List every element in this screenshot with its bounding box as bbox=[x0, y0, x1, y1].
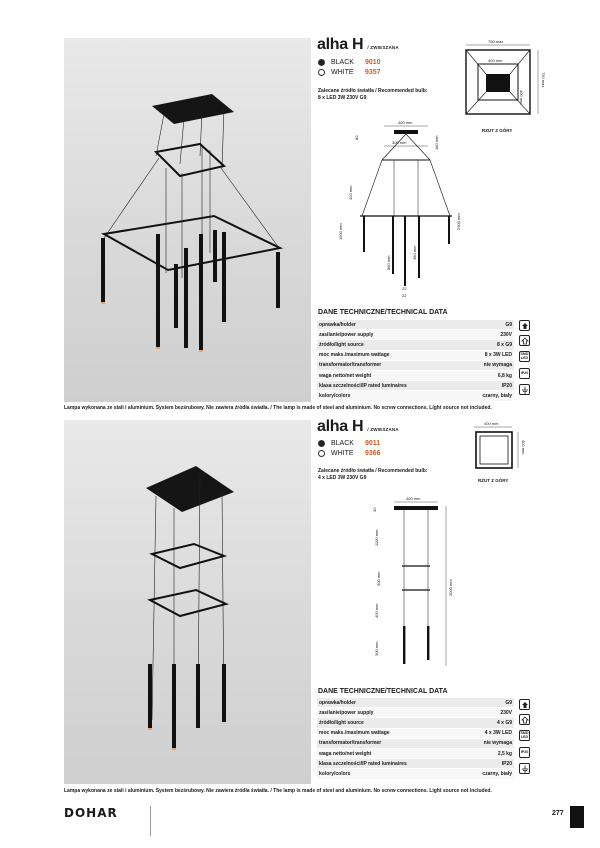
footer-divider bbox=[150, 806, 151, 836]
color-row-white-2: WHITE 9366 bbox=[318, 448, 381, 458]
table-row: waga netto/net weight 2,5 kg bbox=[317, 749, 514, 759]
table-row: moc maks./maximum wattage 4 x 3W LED bbox=[317, 729, 514, 739]
top-view-drawing-2 bbox=[468, 422, 528, 487]
svg-text:400 mm: 400 mm bbox=[488, 58, 503, 63]
black-swatch-icon bbox=[318, 440, 325, 447]
table-row: waga netto/net weight 6,8 kg bbox=[317, 371, 514, 381]
svg-text:300 mm: 300 mm bbox=[376, 571, 381, 586]
table-row: transformator/transformer nie wymaga bbox=[317, 739, 514, 749]
svg-text:180 mm: 180 mm bbox=[434, 135, 439, 150]
svg-text:22: 22 bbox=[402, 286, 407, 291]
svg-text:3000 mm: 3000 mm bbox=[448, 579, 453, 596]
led-icon: SMD LED bbox=[519, 351, 530, 362]
product-title-1: alha H / ZWIESZANA bbox=[317, 36, 399, 53]
table-row: moc maks./maximum wattage 8 x 3W LED bbox=[317, 351, 514, 361]
product-photo-2 bbox=[64, 420, 311, 784]
svg-text:750 max: 750 max bbox=[488, 40, 504, 44]
table-row: kolory/colors czarny, biały bbox=[317, 391, 514, 401]
svg-text:400 mm: 400 mm bbox=[484, 422, 499, 426]
svg-text:2300 mm: 2300 mm bbox=[456, 213, 461, 230]
svg-text:RZUT Z GÓRY: RZUT Z GÓRY bbox=[482, 128, 513, 133]
svg-text:400 mm: 400 mm bbox=[398, 120, 413, 125]
svg-text:30: 30 bbox=[372, 507, 377, 512]
svg-text:22: 22 bbox=[402, 293, 407, 298]
mount-icon bbox=[519, 320, 530, 331]
specs-title-2: DANE TECHNICZNE/TECHNICAL DATA bbox=[318, 688, 448, 695]
color-list-2 bbox=[318, 438, 381, 458]
top-view-drawing-1 bbox=[458, 40, 553, 140]
table-row: klasa szczelności/IP rated luminaires IP20 bbox=[317, 381, 514, 391]
product-subtitle-2: / ZWIESZANA bbox=[367, 427, 399, 432]
page-number: 277 bbox=[552, 810, 564, 817]
specs-title-1: DANE TECHNICZNE/TECHNICAL DATA bbox=[318, 309, 448, 316]
ground-icon bbox=[519, 763, 530, 774]
svg-text:400 mm: 400 mm bbox=[374, 603, 379, 618]
led-icon: SMD LED bbox=[519, 730, 530, 741]
black-swatch-icon bbox=[318, 59, 325, 66]
caption-1: Lampa wykonana ze stali i aluminium. System bezśrubowy. Nie zawiera źródła światła. / The lamp is made of steel and aluminium. No screw connections. Light source not included. bbox=[64, 405, 492, 411]
product-title-2: alha H / ZWIESZANA bbox=[317, 418, 399, 435]
page-tab bbox=[570, 806, 584, 828]
table-row: klasa szczelności/IP rated luminaires IP20 bbox=[317, 759, 514, 769]
side-drawing-1 bbox=[332, 120, 472, 300]
table-row: zasilanie/power supply 230V bbox=[317, 708, 514, 718]
color-row-white-1: WHITE 9357 bbox=[318, 67, 381, 77]
svg-text:880 mm: 880 mm bbox=[386, 255, 391, 270]
svg-text:1500 mm: 1500 mm bbox=[338, 223, 343, 240]
svg-text:400 mm: 400 mm bbox=[406, 496, 421, 501]
ip20-icon: IP20 bbox=[519, 368, 530, 379]
svg-text:380 mm: 380 mm bbox=[412, 245, 417, 260]
table-row: źródło/light source 8 x G9 bbox=[317, 340, 514, 350]
svg-text:750 max: 750 max bbox=[541, 72, 546, 88]
table-row: źródło/light source 4 x G9 bbox=[317, 718, 514, 728]
table-row: zasilanie/power supply 230V bbox=[317, 330, 514, 340]
side-drawing-2 bbox=[368, 496, 468, 676]
mount-icon bbox=[519, 699, 530, 710]
svg-text:300 mm: 300 mm bbox=[374, 641, 379, 656]
wire-icon bbox=[519, 714, 530, 725]
svg-text:400 mm: 400 mm bbox=[521, 440, 526, 455]
bulb-info-1: Zalecane źródło światła / Recommended bulb: 8 x LED 3W 230V G9 bbox=[318, 88, 428, 101]
color-list-1 bbox=[318, 57, 381, 77]
color-row-black-2: BLACK 9011 bbox=[318, 438, 381, 448]
bulb-info-2: Zalecane źródło światła / Recommended bulb: 4 x LED 3W 230V G9 bbox=[318, 468, 428, 481]
wire-icon bbox=[519, 335, 530, 346]
ip20-icon: IP20 bbox=[519, 747, 530, 758]
table-row: transformator/transformer nie wymaga bbox=[317, 361, 514, 371]
white-swatch-icon bbox=[318, 69, 325, 76]
table-row: kolory/colors czarny, biały bbox=[317, 769, 514, 779]
svg-text:1100 mm: 1100 mm bbox=[374, 529, 379, 546]
brand-logo: DOHAR bbox=[64, 806, 118, 820]
svg-text:RZUT Z GÓRY: RZUT Z GÓRY bbox=[478, 478, 509, 483]
product-photo-1 bbox=[64, 38, 311, 402]
svg-text:420 mm: 420 mm bbox=[348, 185, 353, 200]
svg-text:80: 80 bbox=[354, 135, 359, 140]
product-subtitle-1: / ZWIESZANA bbox=[367, 45, 399, 50]
spec-table-2 bbox=[317, 698, 514, 780]
spec-table-1 bbox=[317, 320, 514, 402]
white-swatch-icon bbox=[318, 450, 325, 457]
table-row: oprawka/holder G9 bbox=[317, 698, 514, 708]
svg-text:300 mm: 300 mm bbox=[392, 140, 407, 145]
svg-text:400 mm: 400 mm bbox=[519, 90, 524, 105]
color-row-black-1: BLACK 9010 bbox=[318, 57, 381, 67]
caption-2: Lampa wykonana ze stali i aluminium. System bezśrubowy. Nie zawiera źródła światła. / The lamp is made of steel and aluminium. No screw connections. Light source not included. bbox=[64, 788, 492, 794]
table-row: oprawka/holder G9 bbox=[317, 320, 514, 330]
ground-icon bbox=[519, 384, 530, 395]
